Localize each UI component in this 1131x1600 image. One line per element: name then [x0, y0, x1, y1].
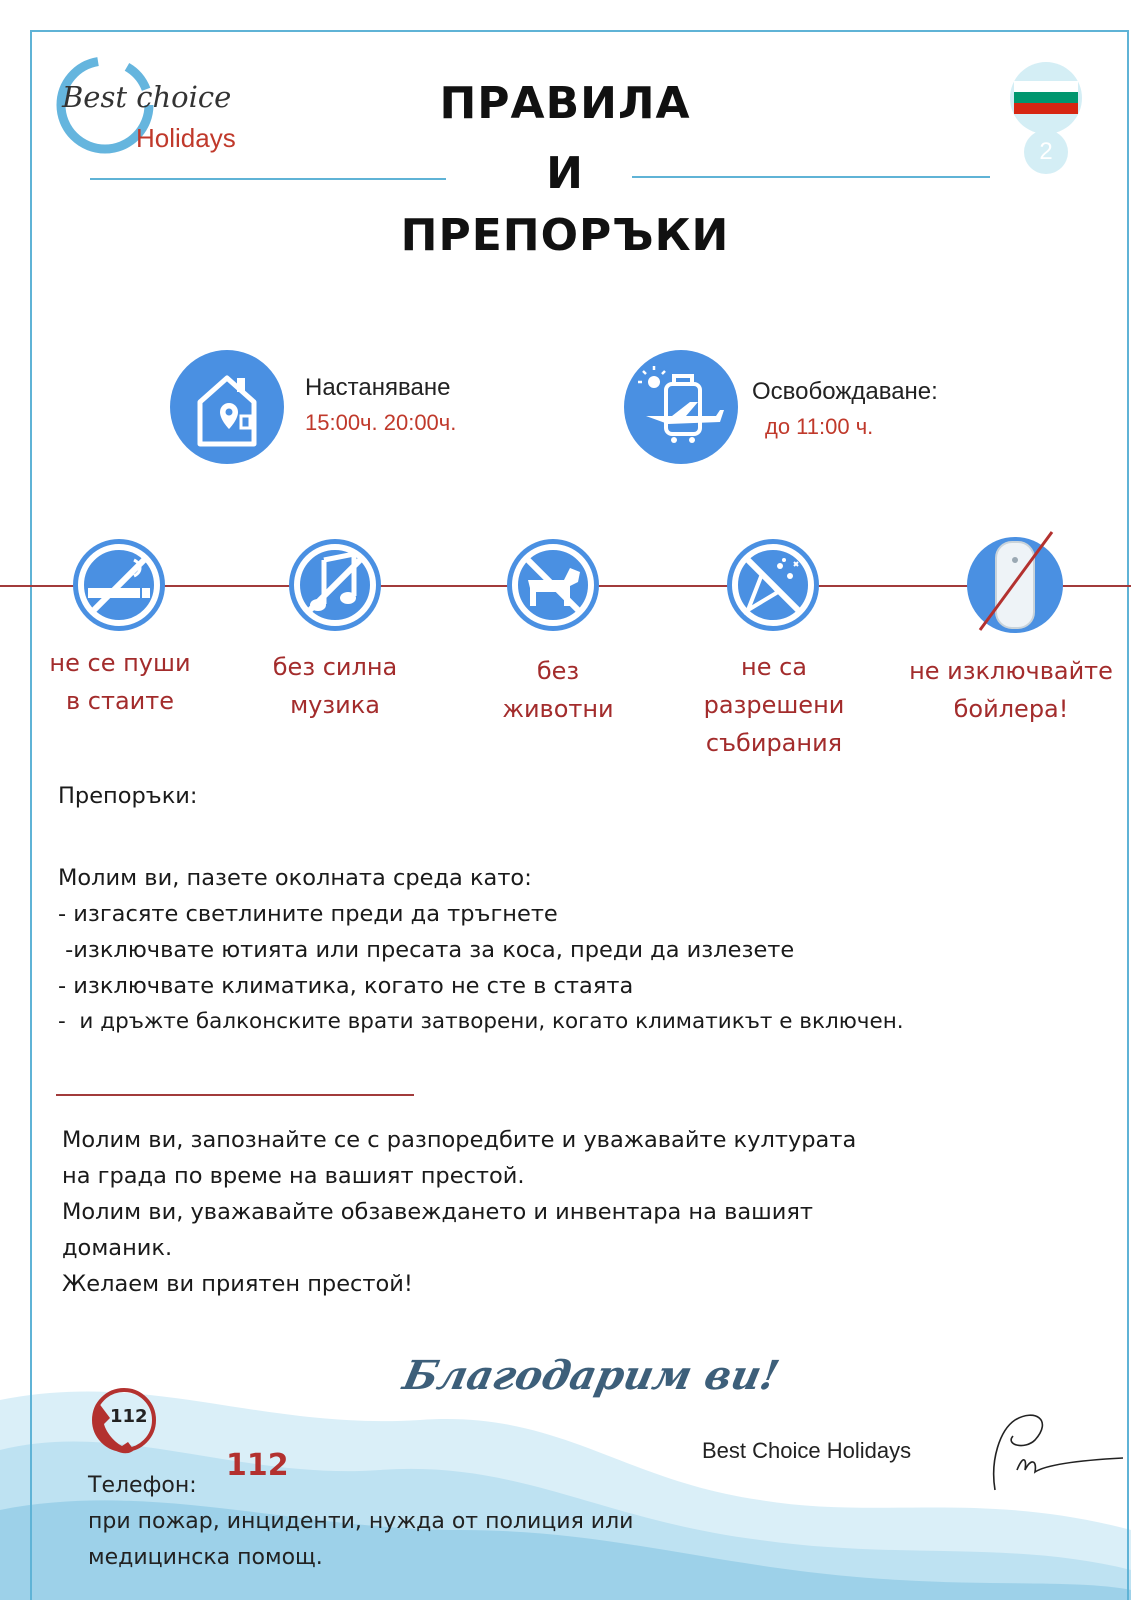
rule-label-no-smoking [20, 644, 220, 720]
logo-holidays-text: Holidays [136, 123, 236, 153]
rule-label-no-pets [458, 652, 658, 728]
rule-text: не се пуши [49, 649, 191, 677]
no-smoking-icon [64, 530, 174, 640]
rule-label-no-music [235, 648, 435, 724]
emergency-description-line1: при пожар, инциденти, нужда от полиция или [88, 1509, 634, 1534]
rule-text: музика [290, 691, 380, 719]
section-divider [56, 1094, 414, 1096]
no-parties-icon [718, 530, 828, 640]
checkout-label: Освобождаване: [752, 378, 938, 405]
rule-no-loud-music [280, 530, 390, 640]
closing-line: Молим ви, запознайте се с разпоредбите и уважавайте културата [62, 1127, 857, 1153]
rule-no-parties [718, 530, 828, 640]
closing-line: Молим ви, уважавайте обзавеждането и инвентара на вашият [62, 1199, 813, 1225]
rule-text: бойлера! [953, 695, 1069, 723]
rule-text: без силна [272, 653, 398, 681]
page-title-line1: ПРАВИЛА [439, 78, 691, 129]
title-divider-left [90, 178, 446, 180]
title-divider-right [632, 176, 990, 178]
recommendations-intro: Молим ви, пазете околната среда като: [58, 865, 532, 891]
boiler-icon [960, 530, 1070, 640]
recommendations-heading: Препоръки: [58, 783, 198, 809]
rule-text: без [536, 657, 580, 685]
rule-text: не са [741, 653, 807, 681]
no-pets-icon [498, 530, 608, 640]
rule-label-boiler [896, 652, 1126, 728]
page-title-line3: ПРЕПОРЪКИ [400, 210, 730, 261]
rule-no-pets [498, 530, 608, 640]
closing-line: Желаем ви приятен престой! [62, 1271, 413, 1297]
recommendation-item: - изгасяте светлините преди да тръгнете [58, 901, 558, 927]
recommendation-item: - и дръжте балконските врати затворени, когато климатикът е включен. [58, 1009, 904, 1034]
page-title-line2: И [546, 148, 584, 199]
rule-label-no-parties [674, 648, 874, 762]
emergency-number: 112 [226, 1448, 289, 1483]
thank-you-script: Благодарим ви! [399, 1352, 784, 1399]
luggage-plane-icon [624, 350, 738, 464]
phone-label: Телефон: [88, 1473, 197, 1498]
emergency-description-line2: медицинска помощ. [88, 1545, 323, 1570]
checkout-time: до 11:00 ч. [765, 414, 874, 439]
handwritten-signature [975, 1400, 1125, 1500]
emergency-badge-number: 112 [110, 1406, 148, 1427]
page-number: 2 [1039, 138, 1053, 165]
logo-script-text: Best choice [62, 80, 232, 114]
recommendation-item: -изключвате ютията или пресата за коса, преди да излезете [58, 937, 795, 963]
checkin-time: 15:00ч. 20:00ч. [305, 410, 457, 435]
brand-logo [50, 50, 280, 160]
closing-line: доманик. [62, 1235, 173, 1261]
rule-no-smoking [64, 530, 174, 640]
recommendation-item: - изключвате климатика, когато не сте в стаята [58, 973, 634, 999]
rule-text: животни [502, 695, 614, 723]
no-music-icon [280, 530, 390, 640]
rule-keep-boiler-on [960, 530, 1070, 640]
rule-text: събирания [705, 729, 843, 757]
rule-text: в стаите [66, 687, 174, 715]
rule-text: разрешени [703, 691, 845, 719]
emergency-badge [84, 1384, 158, 1458]
rule-text: не изключвайте [909, 657, 1113, 685]
closing-line: на града по време на вашият престой. [62, 1163, 525, 1189]
signature-name: Best Choice Holidays [702, 1438, 912, 1463]
house-location-icon [170, 350, 284, 464]
checkin-label: Настаняване [305, 374, 451, 401]
language-flag-badge [1000, 60, 1092, 176]
